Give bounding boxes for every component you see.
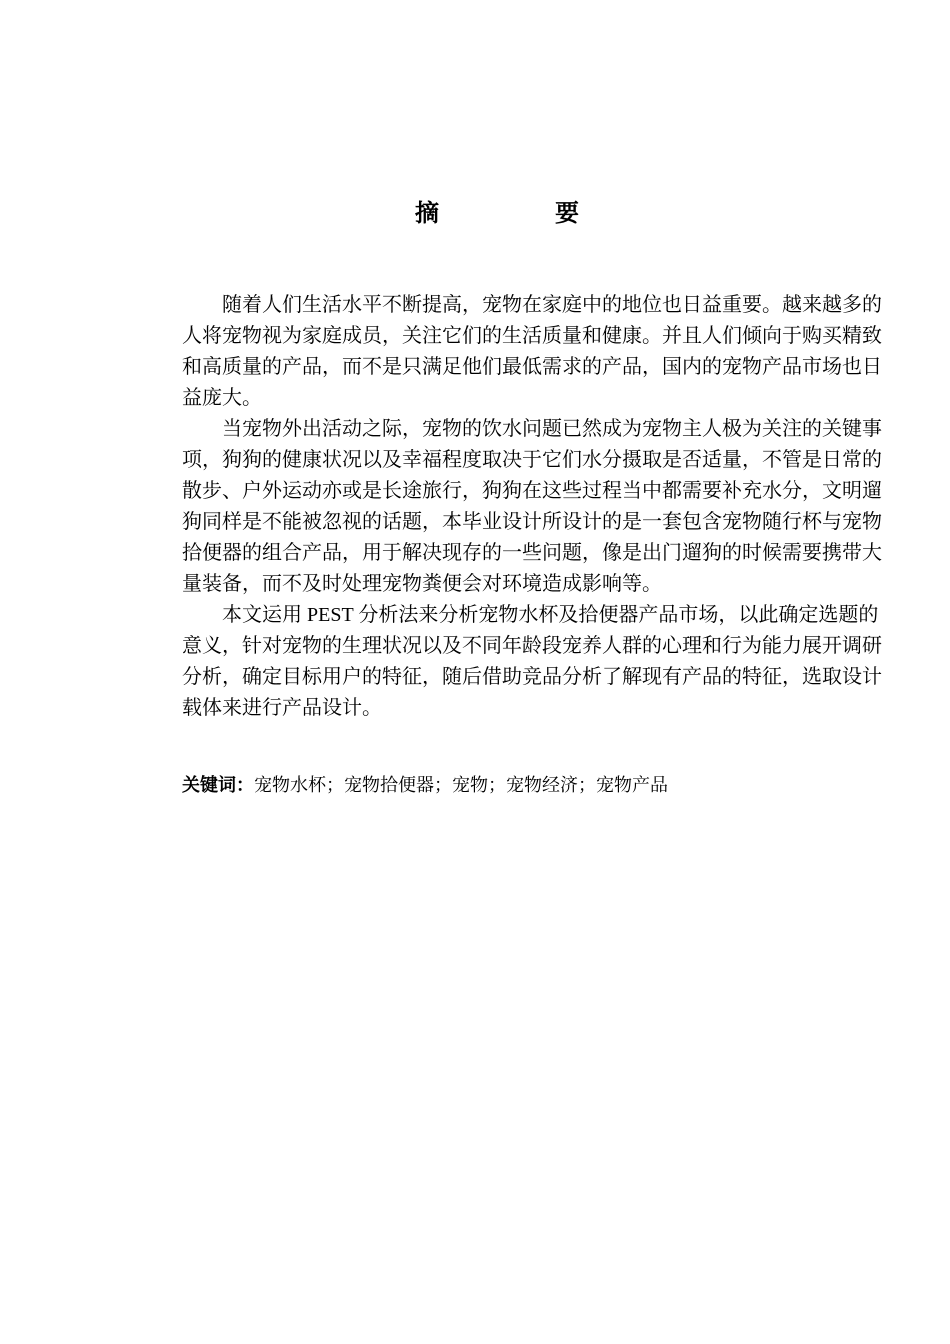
paragraph-line: 意义，针对宠物的生理状况以及不同年龄段宠养人群的心理和行为能力展开调研 <box>182 635 882 657</box>
paragraph-line: 当宠物外出活动之际，宠物的饮水问题已然成为宠物主人极为关注的关键事 <box>222 418 882 440</box>
paragraph-line: 项，狗狗的健康状况以及幸福程度取决于它们水分摄取是否适量，不管是日常的 <box>182 449 882 471</box>
abstract-body <box>182 290 882 724</box>
paragraph-line: 分析，确定目标用户的特征，随后借助竞品分析了解现有产品的特征，选取设计 <box>182 666 882 688</box>
paragraph-line: 散步、户外运动亦或是长途旅行，狗狗在这些过程当中都需要补充水分，文明遛 <box>182 480 882 502</box>
page-title: 摘 要 <box>415 201 625 227</box>
keywords-value: 宠物水杯；宠物拾便器；宠物；宠物经济；宠物产品 <box>254 775 668 795</box>
paragraph-line: 人将宠物视为家庭成员，关注它们的生活质量和健康。并且人们倾向于购买精致 <box>182 325 882 347</box>
paragraph-line: 益庞大。 <box>182 387 262 409</box>
paragraph-line: 量装备，而不及时处理宠物粪便会对环境造成影响等。 <box>182 573 662 595</box>
keywords <box>182 770 668 800</box>
paragraph-line: 本文运用 PEST 分析法来分析宠物水杯及拾便器产品市场，以此确定选题的 <box>222 604 879 626</box>
paragraph-line: 随着人们生活水平不断提高，宠物在家庭中的地位也日益重要。越来越多的 <box>222 294 882 316</box>
paragraph-line: 狗同样是不能被忽视的话题，本毕业设计所设计的是一套包含宠物随行杯与宠物 <box>182 511 882 533</box>
paragraph-line: 拾便器的组合产品，用于解决现存的一些问题，像是出门遛狗的时候需要携带大 <box>182 542 882 564</box>
keywords-label: 关键词： <box>182 775 254 795</box>
paragraph-line: 和高质量的产品，而不是只满足他们最低需求的产品，国内的宠物产品市场也日 <box>182 356 882 378</box>
paragraph-line: 载体来进行产品设计。 <box>182 697 382 719</box>
